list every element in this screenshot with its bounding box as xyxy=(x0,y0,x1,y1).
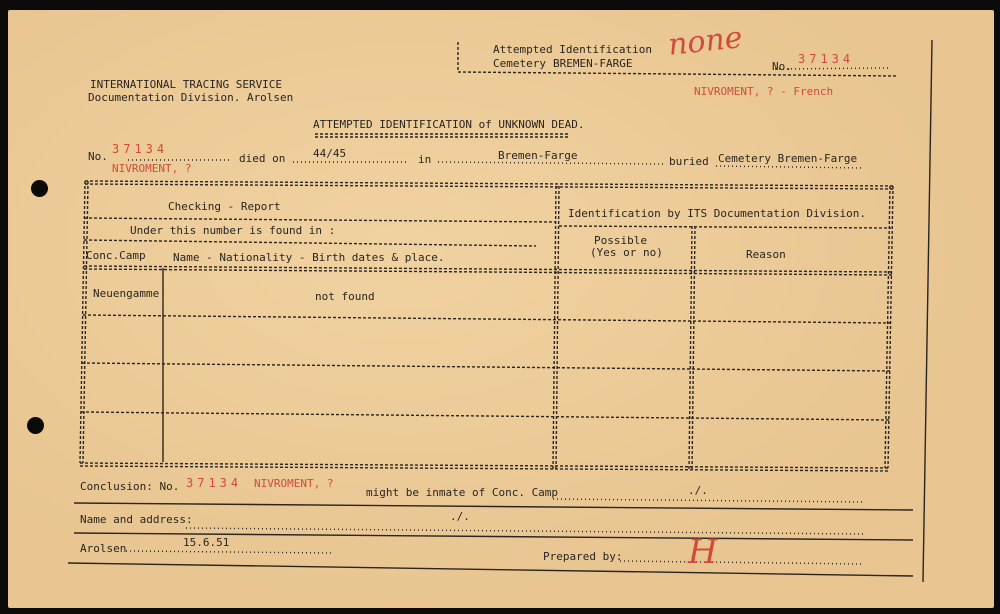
arolsen-date: 15.6.51 xyxy=(183,536,230,549)
died-on-label: died on xyxy=(239,152,286,165)
record-card xyxy=(8,10,994,608)
conclusion-name: NIVROMENT, ? xyxy=(254,477,334,490)
row-camp: Neuengamme xyxy=(93,287,160,300)
col-possible-subheader: (Yes or no) xyxy=(590,246,663,259)
record-no-label: No. xyxy=(88,150,108,163)
handwritten-none: none xyxy=(666,20,745,63)
buried-value: Cemetery Bremen-Farge xyxy=(718,152,858,165)
conclusion-no: 37134 xyxy=(186,476,243,490)
division-name: Documentation Division. Arolsen xyxy=(88,91,294,104)
checking-report-header: Checking - Report xyxy=(168,200,281,213)
conclusion-label: Conclusion: No. xyxy=(80,480,180,493)
prepared-by-initial: H xyxy=(688,532,718,572)
cemetery-label: Cemetery xyxy=(493,57,546,70)
died-on-value: 44/45 xyxy=(313,147,347,160)
header-no-label: No. xyxy=(772,60,792,73)
prepared-by-label: Prepared by: xyxy=(543,550,623,563)
in-label: in xyxy=(418,153,432,166)
col-possible-header: Possible xyxy=(594,234,647,247)
col-reason-header: Reason xyxy=(746,248,786,261)
row-result: not found xyxy=(315,290,375,303)
col-camp-header: Conc.Camp xyxy=(86,249,146,262)
attempted-id-label: Attempted Identification xyxy=(493,43,652,56)
arolsen-label: Arolsen xyxy=(80,542,127,555)
record-no-value: 37134 xyxy=(112,142,169,156)
name-address-value: ./. xyxy=(450,510,470,523)
might-be-label: might be inmate of Conc. Camp xyxy=(366,486,559,499)
col-name-header: Name - Nationality - Birth dates & place. xyxy=(173,251,445,264)
header-no-value: 37134 xyxy=(798,52,855,66)
page-title: ATTEMPTED IDENTIFICATION of UNKNOWN DEAD. xyxy=(313,118,585,131)
cemetery-value: BREMEN-FARGE xyxy=(553,57,633,70)
conclusion-camp: ./. xyxy=(688,484,708,497)
identification-header: Identification by ITS Documentation Division. xyxy=(568,207,867,220)
under-number-label: Under this number is found in : xyxy=(130,224,336,237)
buried-label: buried xyxy=(669,155,709,168)
in-value: Bremen-Farge xyxy=(498,149,578,162)
name-address-label: Name and address: xyxy=(80,513,193,526)
org-name: INTERNATIONAL TRACING SERVICE xyxy=(90,78,283,91)
header-name-nationality: NIVROMENT, ? - French xyxy=(694,85,834,98)
record-name: NIVROMENT, ? xyxy=(112,162,192,175)
